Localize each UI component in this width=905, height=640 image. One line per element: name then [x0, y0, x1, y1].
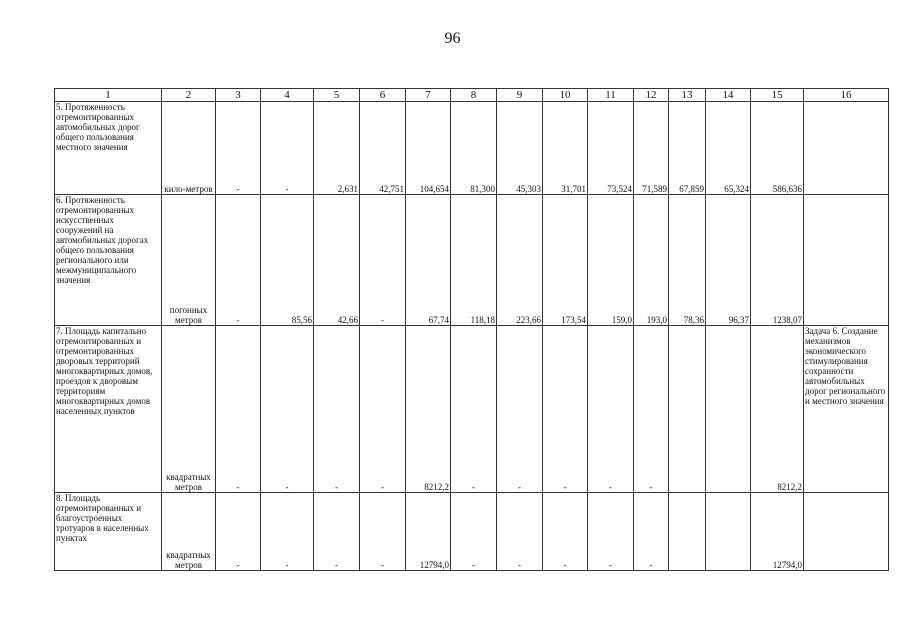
col-header: 1 — [55, 89, 162, 102]
unit-cell: кило-метров — [162, 102, 216, 195]
value-cell: 173,54 — [543, 195, 588, 326]
header-row — [55, 89, 889, 102]
value-cell: - — [543, 493, 588, 571]
table-row — [55, 326, 889, 493]
value-cell: 45,303 — [497, 102, 543, 195]
value-cell: - — [451, 493, 497, 571]
col-header: 6 — [360, 89, 406, 102]
value-cell — [669, 493, 706, 571]
value-cell: 81,300 — [451, 102, 497, 195]
value-cell: - — [216, 102, 261, 195]
value-cell: - — [360, 195, 406, 326]
page-number: 96 — [444, 30, 461, 47]
row-number: 7. — [56, 326, 63, 336]
col-header: 12 — [634, 89, 669, 102]
value-cell: - — [216, 195, 261, 326]
value-cell: - — [497, 326, 543, 493]
value-cell: - — [543, 326, 588, 493]
col-header: 13 — [669, 89, 706, 102]
indicator-name: Площадь отремонтированных и благоустроенных тротуаров в населенных пунктах — [56, 493, 149, 543]
col-header: 3 — [216, 89, 261, 102]
col-header: 5 — [314, 89, 360, 102]
value-cell: - — [497, 493, 543, 571]
value-cell: - — [360, 326, 406, 493]
value-cell: 1238,07 — [751, 195, 804, 326]
value-cell: 31,701 — [543, 102, 588, 195]
value-cell: 96,37 — [706, 195, 751, 326]
value-cell: 67,74 — [406, 195, 451, 326]
value-cell: 85,56 — [261, 195, 314, 326]
col-header: 7 — [406, 89, 451, 102]
col-header: 14 — [706, 89, 751, 102]
unit-cell: квадратных метров — [162, 493, 216, 571]
value-cell: - — [216, 493, 261, 571]
col-header: 2 — [162, 89, 216, 102]
value-cell: - — [261, 102, 314, 195]
unit-cell: квадратных метров — [162, 326, 216, 493]
note-cell — [804, 195, 889, 326]
value-cell — [706, 326, 751, 493]
col-header: 9 — [497, 89, 543, 102]
value-cell: 586,636 — [751, 102, 804, 195]
value-cell: 159,0 — [588, 195, 634, 326]
row-number: 8. — [56, 493, 63, 503]
indicator-name-cell — [55, 195, 162, 326]
table-row — [55, 195, 889, 326]
value-cell: 42,66 — [314, 195, 360, 326]
table-row — [55, 493, 889, 571]
value-cell: - — [634, 493, 669, 571]
table-row — [55, 102, 889, 195]
value-cell: 193,0 — [634, 195, 669, 326]
value-cell — [669, 326, 706, 493]
value-cell: 104,654 — [406, 102, 451, 195]
value-cell: - — [216, 326, 261, 493]
note-cell — [804, 102, 889, 195]
value-cell: - — [588, 326, 634, 493]
value-cell: - — [360, 493, 406, 571]
value-cell: - — [588, 493, 634, 571]
note-cell — [804, 493, 889, 571]
col-header: 11 — [588, 89, 634, 102]
col-header: 4 — [261, 89, 314, 102]
value-cell: 78,36 — [669, 195, 706, 326]
value-cell: 12794,0 — [751, 493, 804, 571]
value-cell: 65,324 — [706, 102, 751, 195]
value-cell: - — [261, 326, 314, 493]
indicator-name-cell — [55, 102, 162, 195]
indicator-name: Протяженность отремонтированных искусственных сооружений на автомобильных дорогах общего пользования регионального или межмуниципального значения — [56, 195, 149, 285]
value-cell: 67,859 — [669, 102, 706, 195]
value-cell: - — [451, 326, 497, 493]
value-cell: 118,18 — [451, 195, 497, 326]
col-header: 16 — [804, 89, 889, 102]
col-header: 15 — [751, 89, 804, 102]
value-cell: 42,751 — [360, 102, 406, 195]
value-cell: - — [314, 326, 360, 493]
value-cell: - — [314, 493, 360, 571]
col-header: 10 — [543, 89, 588, 102]
col-header: 8 — [451, 89, 497, 102]
indicator-name: Протяженность отремонтированных автомобильных дорог общего пользования местного значения — [56, 102, 140, 152]
row-number: 5. — [56, 102, 63, 112]
indicator-name: Площадь капитально отремонтированных и отремонтированных дворовых территорий многоквартирных домов, проездов к дворовым территориям многоквартирных домов населенных пунктов — [56, 326, 153, 416]
row-number: 6. — [56, 195, 63, 205]
value-cell: 8212,2 — [406, 326, 451, 493]
value-cell: 8212,2 — [751, 326, 804, 493]
value-cell: - — [261, 493, 314, 571]
value-cell: 2,631 — [314, 102, 360, 195]
value-cell: 73,524 — [588, 102, 634, 195]
value-cell: - — [634, 326, 669, 493]
task-note: Задача 6. Создание механизмов экономического стимулирования сохранности автомобильных дорог регионального и местного значения — [804, 326, 889, 493]
unit-cell: погонных метров — [162, 195, 216, 326]
data-table — [54, 88, 889, 571]
indicator-name-cell — [55, 493, 162, 571]
value-cell: 223,66 — [497, 195, 543, 326]
value-cell: 12794,0 — [406, 493, 451, 571]
value-cell: 71,589 — [634, 102, 669, 195]
indicator-name-cell — [55, 326, 162, 493]
value-cell — [706, 493, 751, 571]
